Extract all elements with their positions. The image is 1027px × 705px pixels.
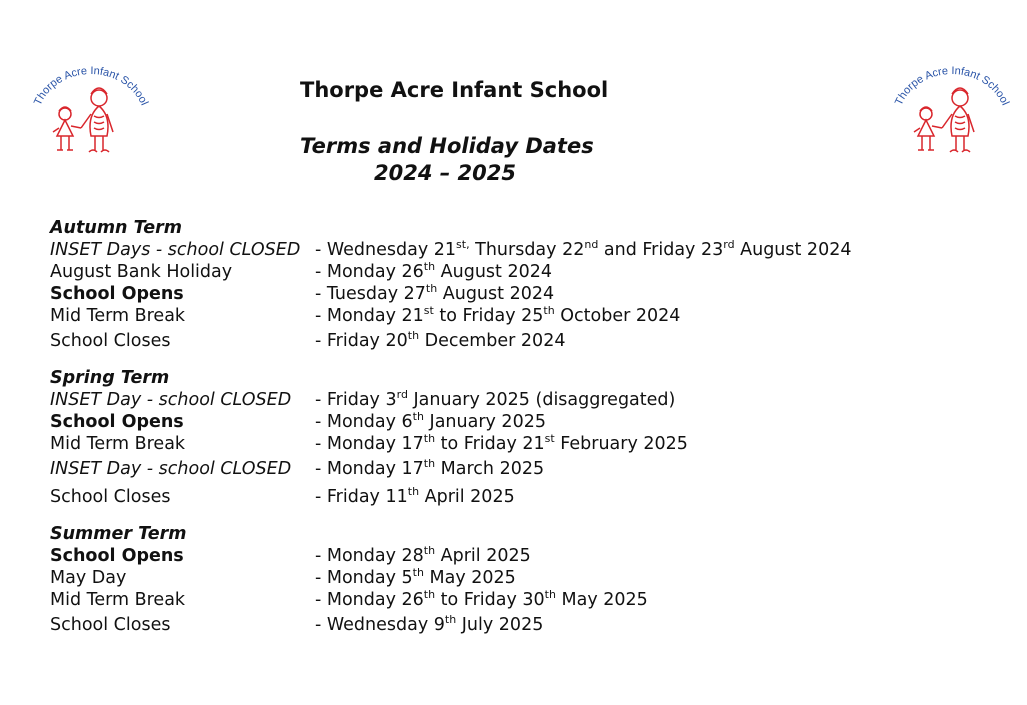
ordinal-suffix: nd (584, 238, 599, 252)
date-row-label: School Opens (50, 284, 184, 304)
date-row-label: School Opens (50, 546, 184, 566)
ordinal-suffix: th (423, 260, 436, 274)
term-section (50, 367, 950, 511)
ordinal-suffix: st (423, 304, 434, 318)
date-row-label: Mid Term Break (50, 434, 186, 454)
term-heading: Summer Term (50, 524, 187, 544)
document-title (300, 133, 594, 187)
ordinal-suffix: th (423, 544, 436, 558)
ordinal-suffix: rd (723, 238, 735, 252)
date-row-value: - Friday 3rd January 2025 (disaggregated) (315, 388, 676, 410)
date-row (50, 389, 950, 411)
school-name-heading: Thorpe Acre Infant School (300, 78, 609, 102)
ordinal-suffix: th (444, 613, 457, 627)
date-row-label: August Bank Holiday (50, 262, 233, 282)
date-row-value: - Monday 21st to Friday 25th October 2024 (315, 304, 681, 326)
ordinal-suffix: st (544, 432, 555, 446)
date-row (50, 305, 950, 327)
date-row-value: - Friday 11th April 2025 (315, 485, 515, 507)
date-row-value: - Wednesday 9th July 2025 (315, 613, 544, 635)
date-row-value: - Monday 17th to Friday 21st February 2025 (315, 432, 688, 454)
date-row-label: School Closes (50, 487, 171, 507)
date-row (50, 589, 950, 611)
date-row (50, 483, 950, 511)
title-line-1: Terms and Holiday Dates (300, 134, 594, 158)
date-row (50, 327, 950, 355)
date-row (50, 411, 950, 433)
date-row-value: - Monday 17th March 2025 (315, 457, 545, 479)
term-section (50, 217, 950, 355)
date-row-label: INSET Day - school CLOSED (50, 390, 292, 410)
date-row (50, 261, 950, 283)
ordinal-suffix: th (407, 485, 420, 499)
school-logo-right-graphic (886, 64, 1016, 164)
date-row (50, 283, 950, 305)
ordinal-suffix: th (412, 410, 424, 424)
ordinal-suffix: th (412, 566, 424, 580)
ordinal-suffix: th (425, 282, 438, 296)
term-section (50, 523, 950, 639)
date-row (50, 545, 950, 567)
date-row-label: School Opens (50, 412, 184, 432)
date-row (50, 567, 950, 589)
logo-text: Thorpe Acre Infant School (892, 64, 1012, 108)
ordinal-suffix: st, (456, 238, 470, 252)
date-row-value: - Wednesday $21^{st,}$ Thursday 22nd and Friday 23rd August 2024 (315, 238, 852, 260)
date-row-label: School Closes (50, 331, 171, 351)
ordinal-suffix: th (423, 457, 436, 471)
school-logo-right (886, 64, 1016, 164)
date-row-value: - Monday 28th April 2025 (315, 544, 531, 566)
date-row (50, 433, 950, 455)
date-row-label: INSET Day - school CLOSED (50, 459, 292, 479)
term-dates-schedule (50, 217, 950, 651)
children-figures-icon (914, 88, 974, 152)
school-logo-left-graphic (25, 64, 155, 164)
date-row-label: May Day (50, 568, 127, 588)
school-logo-left (25, 64, 155, 164)
ordinal-suffix: rd (396, 388, 408, 402)
date-row-label: Mid Term Break (50, 306, 186, 326)
date-row-value: - Monday 5th May 2025 (315, 566, 516, 588)
term-heading: Autumn Term (50, 218, 183, 238)
ordinal-suffix: th (423, 588, 436, 602)
logo-text: Thorpe Acre Infant School (31, 64, 151, 108)
date-row-value: - Friday 20th December 2024 (315, 329, 566, 351)
date-row (50, 239, 950, 261)
date-row-value: - Monday 26th to Friday 30th May 2025 (315, 588, 648, 610)
term-heading: Spring Term (50, 368, 170, 388)
date-row (50, 611, 950, 639)
children-figures-icon (53, 88, 113, 152)
date-row-value: - Monday 6th January 2025 (315, 410, 546, 432)
date-row-value: - Tuesday 27th August 2024 (315, 282, 555, 304)
ordinal-suffix: th (544, 588, 556, 602)
ordinal-suffix: th (407, 329, 420, 343)
date-row-label: Mid Term Break (50, 590, 186, 610)
ordinal-suffix: th (543, 304, 555, 318)
title-line-2: 2024 – 2025 (373, 161, 517, 185)
ordinal-suffix: th (423, 432, 436, 446)
date-row-label: School Closes (50, 615, 171, 635)
date-row-label: INSET Days - school CLOSED (50, 240, 301, 260)
date-row-value: - Monday 26th August 2024 (315, 260, 552, 282)
date-row (50, 455, 950, 483)
